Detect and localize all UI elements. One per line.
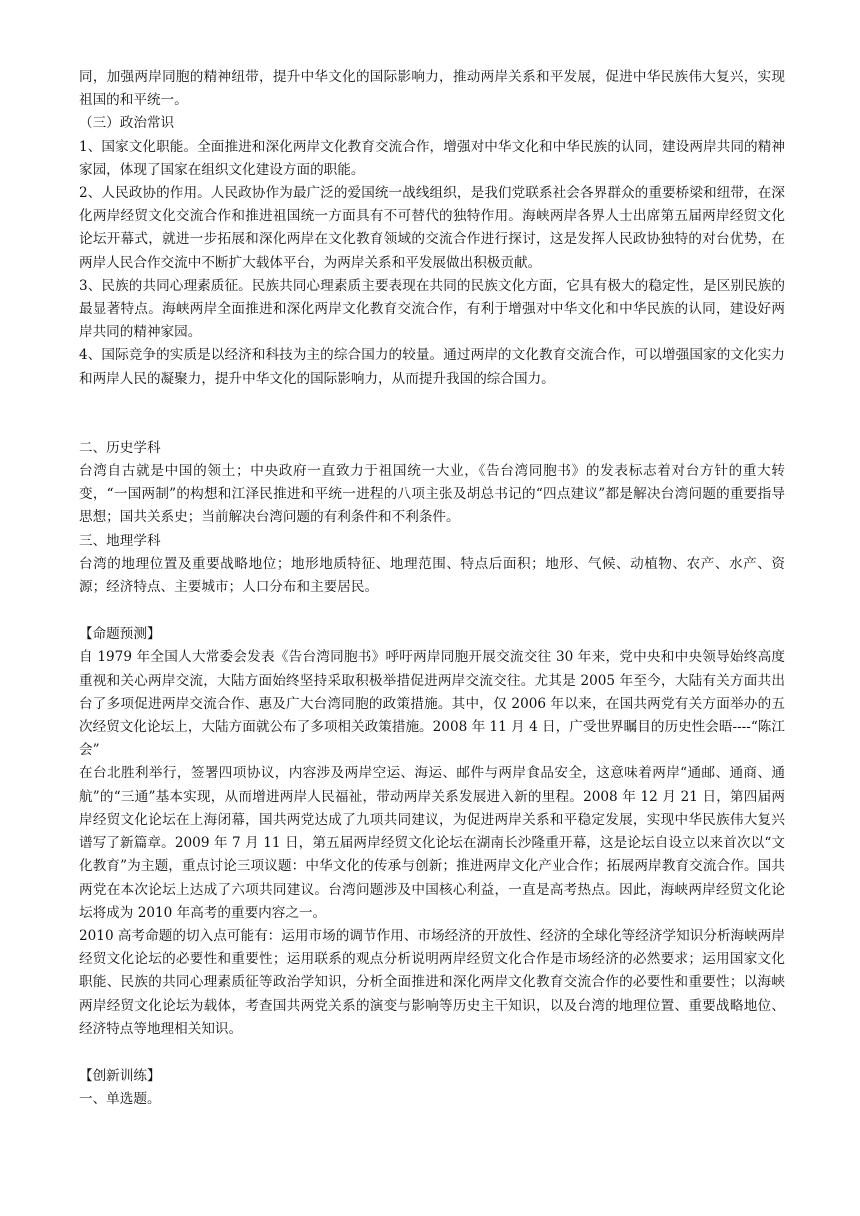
section-heading-prediction: 【命题预测】 bbox=[79, 626, 161, 643]
paragraph-item-3: 3、民族的共同心理素质征。民族共同心理素质主要表现在共同的民族文化方面，它具有极大的稳定性，是区别民族的最显著特点。海峡两岸全面推进和深化两岸文化教育交流合作，有利于增强对中华文化和中华民族的认同，建设好两岸共同的精神家园。 bbox=[79, 277, 785, 341]
paragraph-continuation: 同，加强两岸同胞的精神纽带，提升中华文化的国际影响力，推动两岸关系和平发展，促进中华民族伟大复兴，实现祖国的和平统一。 bbox=[79, 69, 785, 109]
paragraph-prediction-2: 在台北胜利举行，签署四项协议，内容涉及两岸空运、海运、邮件与两岸食品安全，这意味着两岸“通邮、通商、通航”的“三通”基本实现，从而增进两岸人民福祉，带动两岸关系发展进入新的里程。2008 年 12 月 21 日，第四届两岸经贸文化论坛在上海闭幕，国共两党达成了九项共同建议，为促进两岸关系和平稳定发展，实现中华民族伟大复兴谱写了新篇章。2009 年 7 月 11 日，第五届两岸经贸文化论坛在湖南长沙隆重开幕，这是论坛自设立以来首次以“文化教育”为主题，重点讨论三项议题：中华文化的传承与创新；推进两岸文化产业合作；拓展两岸教育交流合作。国共两党在本次论坛上达成了六项共同建议。台湾问题涉及中国核心利益，一直是高考热点。因此，海峡两岸经贸文化论坛将成为 2010 年高考的重要内容之一。 bbox=[79, 765, 785, 921]
paragraph-item-1: 1、国家文化职能。全面推进和深化两岸文化教育交流合作，增强对中华文化和中华民族的认同，建设两岸共同的精神家园，体现了国家在组织文化建设方面的职能。 bbox=[79, 138, 785, 178]
paragraph-item-2: 2、人民政协的作用。人民政协作为最广泛的爱国统一战线组织，是我们党联系社会各界群众的重要桥梁和纽带，在深化两岸经贸文化交流合作和推进祖国统一方面具有不可替代的独特作用。海峡两岸各界人士出席第五届两岸经贸文化论坛开幕式，就进一步拓展和深化两岸在文化教育领域的交流合作进行探讨，这是发挥人民政协独特的对台优势，在两岸人民合作交流中不断扩大载体平台，为两岸关系和平发展做出积极贡献。 bbox=[79, 185, 785, 271]
paragraph-geography: 台湾的地理位置及重要战略地位；地形地质特征、地理范围、特点后面积；地形、气候、动植物、农产、水产、资源；经济特点、主要城市；人口分布和主要居民。 bbox=[79, 555, 785, 596]
paragraph-prediction-3: 2010 高考命题的切入点可能有：运用市场的调节作用、市场经济的开放性、经济的全球化等经济学知识分析海峡两岸经贸文化论坛的必要性和重要性；运用联系的观点分析说明两岸经贸文化合作是市场经济的必然要求；运用国家文化职能、民族的共同心理素质征等政治学知识，分析全面推进和深化两岸文化教育交流合作的必要性和重要性；以海峡两岸经贸文化论坛为载体，考查国共两党关系的演变与影响等历史主干知识，以及台湾的地理位置、重要战略地位、经济特点等地理相关知识。 bbox=[79, 927, 785, 1037]
paragraph-history: 台湾自古就是中国的领土；中央政府一直致力于祖国统一大业，《告台湾同胞书》的发表标志着对台方针的重大转变，“一国两制”的构想和江泽民推进和平统一进程的八项主张及胡总书记的“四点建议”都是解决台湾问题的重要指导思想；国共关系史；当前解决台湾问题的有利条件和不利条件。 bbox=[79, 463, 785, 526]
section-heading-single-choice: 一、单选题。 bbox=[79, 1091, 161, 1108]
spacer bbox=[79, 391, 785, 437]
section-heading-politics: （三）政治常识 bbox=[79, 115, 175, 132]
paragraph-item-4: 4、国际竞争的实质是以经济和科技为主的综合国力的较量。通过两岸的文化教育交流合作，可以增强国家的文化实力和两岸人民的凝聚力，提升中华文化的国际影响力，从而提升我国的综合国力。 bbox=[79, 347, 785, 387]
spacer bbox=[79, 599, 785, 623]
document-page bbox=[79, 66, 785, 1111]
section-heading-geography: 三、地理学科 bbox=[79, 532, 161, 549]
section-heading-history: 二、历史学科 bbox=[79, 439, 161, 456]
spacer bbox=[79, 1041, 785, 1065]
paragraph-prediction-1: 自 1979 年全国人大常委会发表《告台湾同胞书》呼吁两岸同胞开展交流交往 30 年来，党中央和中央领导始终高度重视和关心两岸交流，大陆方面始终坚持采取积极举措促进两岸交流交往。尤其是 2005 年至今，大陆有关方面共出台了多项促进两岸交流合作、惠及广大台湾同胞的政策措施。其中，仅 2006 年以来，在国共两党有关方面举办的五次经贸文化论坛上，大陆方面就公布了多项相关政策措施。2008 年 11 月 4 日，广受世界瞩目的历史性会晤----“陈江会” bbox=[79, 649, 785, 759]
section-heading-training: 【创新训练】 bbox=[79, 1067, 161, 1084]
